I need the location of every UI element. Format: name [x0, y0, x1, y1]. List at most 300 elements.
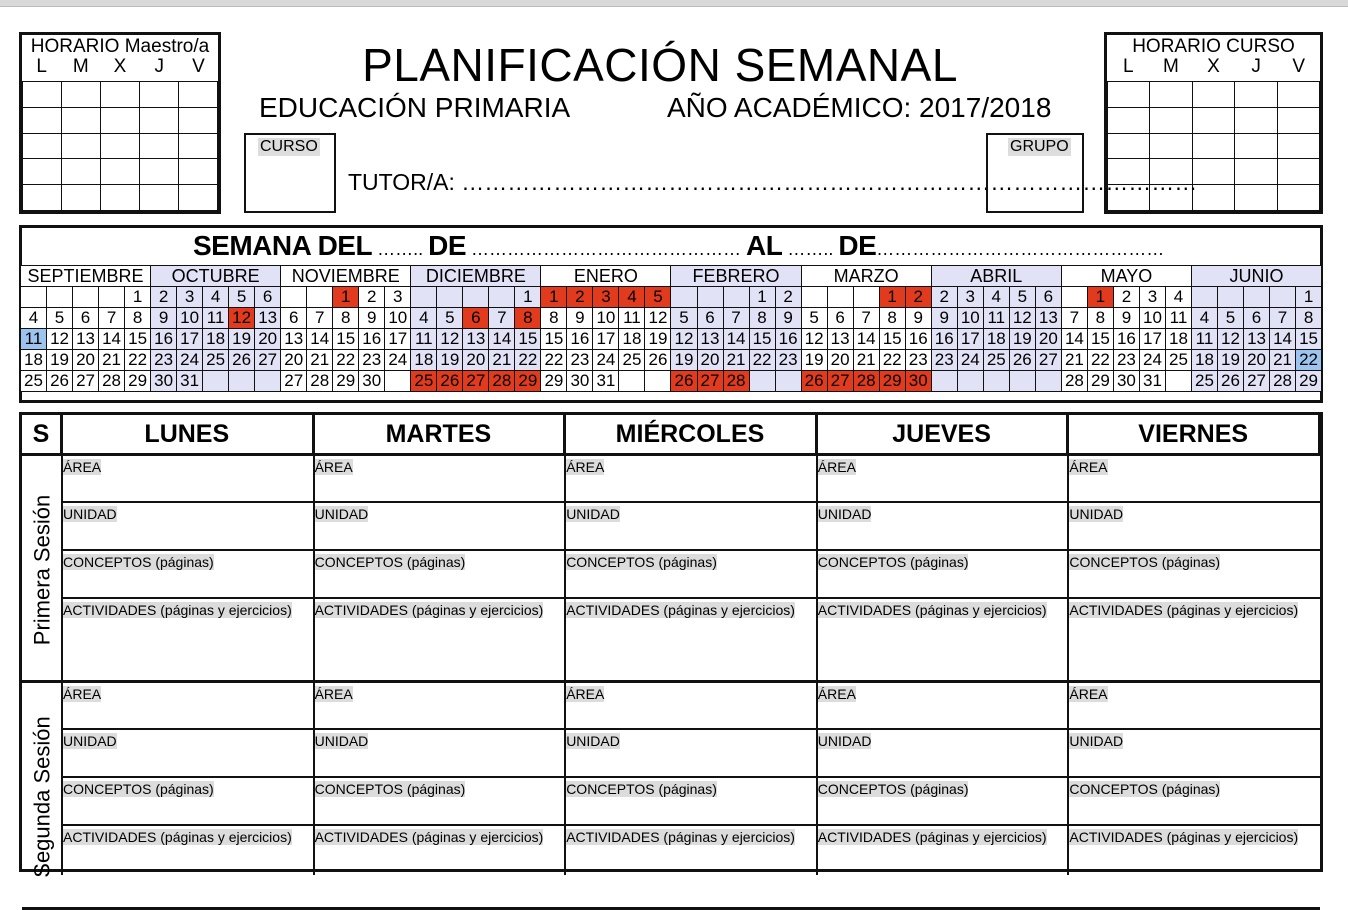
calendar-day: 6	[463, 308, 489, 329]
plan-input-cell[interactable]	[566, 551, 815, 597]
calendar-day: 9	[151, 308, 177, 329]
calendar-day: 30	[151, 371, 177, 392]
calendar-day: 24	[1139, 350, 1165, 371]
field-label-area: ÁREA	[314, 459, 353, 475]
calendar-day: 12	[801, 329, 827, 350]
plan-input-cell[interactable]	[818, 778, 1067, 824]
calendar-day	[99, 287, 125, 308]
calendar-day: 6	[697, 308, 723, 329]
day-letter: J	[154, 56, 164, 77]
day-letter: M	[72, 56, 89, 77]
schedule-cell[interactable]	[1235, 133, 1277, 159]
field-label-area: ÁREA	[314, 686, 353, 702]
calendar-day	[697, 287, 723, 308]
month-header: OCTUBRE	[151, 266, 281, 287]
schedule-cell[interactable]	[179, 82, 218, 108]
schedule-cell[interactable]	[23, 82, 62, 108]
schedule-cell[interactable]	[23, 185, 62, 211]
calendar-day: 28	[1061, 371, 1087, 392]
schedule-cell[interactable]	[1277, 82, 1319, 108]
calendar-day: 7	[723, 308, 749, 329]
calendar-day: 29	[515, 371, 541, 392]
plan-input-cell[interactable]	[315, 826, 564, 908]
calendar-day	[489, 287, 515, 308]
plan-input-cell[interactable]	[315, 683, 564, 728]
schedule-cell[interactable]	[1277, 107, 1319, 133]
calendar-day: 1	[333, 287, 359, 308]
calendar-day	[385, 371, 411, 392]
calendar-day: 25	[411, 371, 437, 392]
calendar-day: 8	[1296, 308, 1322, 329]
calendar-day: 9	[567, 308, 593, 329]
calendar-day: 19	[1218, 350, 1244, 371]
plan-input-cell[interactable]	[63, 683, 312, 728]
day-letter: M	[1162, 56, 1179, 77]
calendar-day: 21	[307, 350, 333, 371]
month-header: MARZO	[801, 266, 931, 287]
schedule-cell[interactable]	[23, 159, 62, 185]
calendar-day: 1	[125, 287, 151, 308]
plan-input-cell[interactable]	[1069, 683, 1318, 728]
calendar-day: 3	[177, 287, 203, 308]
plan-input-cell[interactable]	[63, 456, 312, 501]
week-label-de2: DE	[838, 230, 877, 261]
calendar-day: 13	[1244, 329, 1270, 350]
plan-input-cell[interactable]	[566, 456, 815, 501]
plan-input-cell[interactable]	[566, 683, 815, 728]
schedule-cell[interactable]	[101, 133, 140, 159]
calendar-day: 23	[567, 350, 593, 371]
weekly-plan-table	[19, 412, 1323, 878]
calendar-day: 5	[645, 287, 671, 308]
plan-input-cell[interactable]	[63, 730, 312, 776]
plan-input-cell[interactable]	[63, 503, 312, 549]
calendar-day: 22	[333, 350, 359, 371]
calendar-day	[619, 371, 645, 392]
plan-input-cell[interactable]	[818, 826, 1067, 908]
calendar-day: 29	[125, 371, 151, 392]
session-column-header: S	[22, 415, 62, 453]
calendar-day: 5	[437, 308, 463, 329]
calendar-day: 9	[359, 308, 385, 329]
plan-input-cell[interactable]	[818, 730, 1067, 776]
calendar-day: 17	[177, 329, 203, 350]
plan-input-cell[interactable]	[1069, 778, 1318, 824]
grupo-label: GRUPO	[1010, 138, 1069, 155]
course-schedule-title: HORARIO CURSO	[1132, 36, 1295, 57]
schedule-cell[interactable]	[1150, 133, 1192, 159]
month-header: FEBRERO	[671, 266, 801, 287]
plan-input-cell[interactable]	[1069, 599, 1318, 681]
page-title: PLANIFICACIÓN SEMANAL	[362, 39, 958, 91]
calendar-day: 15	[515, 329, 541, 350]
field-label-actividades: ACTIVIDADES (páginas y ejercicios)	[566, 602, 795, 618]
calendar-day	[1009, 371, 1035, 392]
calendar-day: 15	[541, 329, 567, 350]
schedule-cell[interactable]	[62, 185, 101, 211]
calendar-day: 14	[723, 329, 749, 350]
calendar-day: 22	[541, 350, 567, 371]
calendar-day: 20	[1244, 350, 1270, 371]
calendar-day: 5	[671, 308, 697, 329]
calendar-day: 16	[151, 329, 177, 350]
schedule-cell[interactable]	[23, 133, 62, 159]
calendar-day: 26	[671, 371, 697, 392]
calendar-day: 11	[411, 329, 437, 350]
calendar-day: 1	[541, 287, 567, 308]
calendar-day: 18	[1165, 329, 1191, 350]
schedule-cell[interactable]	[1192, 159, 1234, 185]
calendar-day: 23	[1113, 350, 1139, 371]
calendar-day	[73, 287, 99, 308]
calendar-day: 25	[1165, 350, 1191, 371]
calendar-day: 7	[307, 308, 333, 329]
plan-input-cell[interactable]	[315, 778, 564, 824]
calendar-day: 18	[983, 329, 1009, 350]
calendar-day: 6	[255, 287, 281, 308]
calendar-day: 28	[307, 371, 333, 392]
calendar-day: 3	[1139, 287, 1165, 308]
calendar-day: 15	[125, 329, 151, 350]
week-range-line[interactable]	[193, 230, 1164, 265]
field-label-conceptos: CONCEPTOS (páginas)	[1069, 554, 1221, 570]
calendar-day: 13	[1035, 308, 1061, 329]
schedule-cell[interactable]	[140, 133, 179, 159]
calendar-day: 4	[203, 287, 229, 308]
plan-input-cell[interactable]	[1069, 730, 1318, 776]
calendar-day: 10	[177, 308, 203, 329]
schedule-cell[interactable]	[62, 107, 101, 133]
field-label-conceptos: CONCEPTOS (páginas)	[817, 781, 969, 797]
calendar-day: 25	[983, 350, 1009, 371]
schedule-cell[interactable]	[62, 133, 101, 159]
week-label-al: AL	[746, 230, 783, 261]
field-label-unidad: UNIDAD	[314, 733, 369, 749]
teacher-schedule-grid[interactable]	[22, 81, 218, 211]
calendar-day	[827, 287, 853, 308]
field-label-conceptos: CONCEPTOS (páginas)	[1069, 781, 1221, 797]
schedule-cell[interactable]	[179, 159, 218, 185]
calendar-day: 9	[931, 308, 957, 329]
schedule-cell[interactable]	[1108, 133, 1150, 159]
plan-input-cell[interactable]	[315, 456, 564, 501]
schedule-cell[interactable]	[1108, 107, 1150, 133]
schedule-cell[interactable]	[1108, 82, 1150, 108]
plan-input-cell[interactable]	[63, 826, 312, 908]
calendar-day: 1	[1296, 287, 1322, 308]
calendar-day: 11	[619, 308, 645, 329]
calendar-day: 17	[957, 329, 983, 350]
plan-input-cell[interactable]	[818, 683, 1067, 728]
schedule-cell[interactable]	[1192, 133, 1234, 159]
calendar-day: 2	[567, 287, 593, 308]
calendar-day: 28	[489, 371, 515, 392]
calendar-day: 19	[671, 350, 697, 371]
calendar-day: 13	[827, 329, 853, 350]
plan-input-cell[interactable]	[818, 551, 1067, 597]
field-label-area: ÁREA	[63, 686, 102, 702]
plan-input-cell[interactable]	[63, 599, 312, 681]
calendar-day: 24	[177, 350, 203, 371]
calendar-day	[463, 287, 489, 308]
schedule-cell[interactable]	[1277, 185, 1319, 211]
field-label-area: ÁREA	[566, 686, 605, 702]
plan-input-cell[interactable]	[818, 599, 1067, 681]
schedule-cell[interactable]	[62, 159, 101, 185]
calendar-day: 11	[1165, 308, 1191, 329]
field-label-unidad: UNIDAD	[314, 506, 369, 522]
calendar-day: 29	[333, 371, 359, 392]
calendar-day: 7	[99, 308, 125, 329]
schedule-cell[interactable]	[1150, 82, 1192, 108]
school-year-calendar	[20, 265, 1322, 392]
dots: ………………………………………	[466, 239, 747, 259]
calendar-day: 15	[1087, 329, 1113, 350]
calendar-day: 22	[1296, 350, 1322, 371]
field-label-area: ÁREA	[817, 459, 856, 475]
calendar-day: 25	[203, 350, 229, 371]
plan-input-cell[interactable]	[566, 778, 815, 824]
calendar-day: 10	[1139, 308, 1165, 329]
calendar-day	[1191, 287, 1217, 308]
calendar-day: 10	[957, 308, 983, 329]
schedule-cell[interactable]	[1192, 107, 1234, 133]
calendar-day: 27	[1035, 350, 1061, 371]
field-label-unidad: UNIDAD	[566, 506, 620, 522]
schedule-cell[interactable]	[23, 107, 62, 133]
calendar-day: 8	[1087, 308, 1113, 329]
calendar-day	[203, 371, 229, 392]
plan-input-cell[interactable]	[1069, 456, 1318, 501]
calendar-day: 2	[905, 287, 931, 308]
day-letter: L	[1123, 56, 1134, 77]
schedule-cell[interactable]	[101, 185, 140, 211]
week-label-de: DE	[428, 230, 466, 261]
calendar-day: 26	[1218, 371, 1244, 392]
calendar-day: 27	[281, 371, 307, 392]
field-label-actividades: ACTIVIDADES (páginas y ejercicios)	[314, 602, 544, 618]
schedule-cell[interactable]	[140, 159, 179, 185]
calendar-day: 25	[21, 371, 47, 392]
plan-input-cell[interactable]	[566, 826, 815, 908]
calendar-day: 23	[931, 350, 957, 371]
plan-input-cell[interactable]	[315, 730, 564, 776]
plan-input-cell[interactable]	[1069, 551, 1318, 597]
grupo-field[interactable]	[986, 133, 1084, 213]
calendar-day: 15	[879, 329, 905, 350]
schedule-cell[interactable]	[1277, 159, 1319, 185]
field-label-unidad: UNIDAD	[63, 733, 117, 749]
plan-input-cell[interactable]	[315, 599, 564, 681]
page-top-edge	[0, 0, 1348, 7]
calendar-day: 31	[177, 371, 203, 392]
calendar-day: 7	[489, 308, 515, 329]
field-label-conceptos: CONCEPTOS (páginas)	[566, 781, 717, 797]
calendar-day: 7	[853, 308, 879, 329]
calendar-day: 27	[1244, 371, 1270, 392]
week-label-from: SEMANA DEL	[193, 230, 373, 261]
field-label-conceptos: CONCEPTOS (páginas)	[817, 554, 969, 570]
calendar-day	[1035, 371, 1061, 392]
schedule-cell[interactable]	[1235, 82, 1277, 108]
teacher-schedule-days	[22, 57, 218, 77]
schedule-cell[interactable]	[101, 107, 140, 133]
field-label-actividades: ACTIVIDADES (páginas y ejercicios)	[817, 829, 1047, 845]
calendar-day: 27	[463, 371, 489, 392]
calendar-day: 29	[879, 371, 905, 392]
calendar-day: 2	[775, 287, 801, 308]
month-header: DICIEMBRE	[411, 266, 541, 287]
field-label-conceptos: CONCEPTOS (páginas)	[314, 781, 466, 797]
field-label-actividades: ACTIVIDADES (páginas y ejercicios)	[63, 602, 292, 618]
calendar-day: 10	[593, 308, 619, 329]
schedule-cell[interactable]	[1235, 159, 1277, 185]
calendar-day: 19	[437, 350, 463, 371]
calendar-day: 26	[437, 371, 463, 392]
schedule-cell[interactable]	[1192, 185, 1234, 211]
calendar-day: 4	[1165, 287, 1191, 308]
calendar-day: 5	[229, 287, 255, 308]
schedule-cell[interactable]	[101, 82, 140, 108]
session-label: Segunda Sesión	[29, 715, 54, 878]
calendar-day: 30	[905, 371, 931, 392]
calendar-day: 29	[1296, 371, 1322, 392]
schedule-cell[interactable]	[1235, 185, 1277, 211]
calendar-day: 20	[697, 350, 723, 371]
month-header: JUNIO	[1191, 266, 1321, 287]
plan-input-cell[interactable]	[1069, 503, 1318, 549]
calendar-day: 1	[515, 287, 541, 308]
schedule-cell[interactable]	[1192, 82, 1234, 108]
course-schedule-days	[1107, 57, 1320, 77]
teacher-schedule-box	[19, 32, 221, 214]
calendar-day	[775, 371, 801, 392]
field-label-area: ÁREA	[566, 459, 605, 475]
calendar-day: 13	[255, 308, 281, 329]
field-label-actividades: ACTIVIDADES (páginas y ejercicios)	[1069, 602, 1299, 618]
schedule-cell[interactable]	[62, 82, 101, 108]
calendar-day: 28	[853, 371, 879, 392]
calendar-day: 8	[541, 308, 567, 329]
calendar-day: 12	[47, 329, 73, 350]
plan-input-cell[interactable]	[818, 503, 1067, 549]
plan-input-cell[interactable]	[566, 730, 815, 776]
calendar-day	[957, 371, 983, 392]
calendar-day: 21	[489, 350, 515, 371]
calendar-day: 25	[1191, 371, 1217, 392]
calendar-day: 12	[437, 329, 463, 350]
calendar-day: 4	[619, 287, 645, 308]
schedule-cell[interactable]	[140, 185, 179, 211]
field-label-area: ÁREA	[1069, 686, 1108, 702]
calendar-day: 5	[1009, 287, 1035, 308]
schedule-cell[interactable]	[179, 185, 218, 211]
calendar-day: 12	[1009, 308, 1035, 329]
calendar-day: 19	[645, 329, 671, 350]
calendar-day: 4	[983, 287, 1009, 308]
calendar-day: 24	[957, 350, 983, 371]
calendar-day: 2	[931, 287, 957, 308]
calendar-day: 12	[1218, 329, 1244, 350]
plan-input-cell[interactable]	[566, 503, 815, 549]
calendar-day	[1270, 287, 1296, 308]
calendar-day: 27	[697, 371, 723, 392]
calendar-day	[47, 287, 73, 308]
calendar-day: 31	[1139, 371, 1165, 392]
plan-input-cell[interactable]	[63, 778, 312, 824]
calendar-day: 2	[359, 287, 385, 308]
tutor-field[interactable]: TUTOR/A: ……………………………………………………………………………………	[348, 169, 1198, 195]
calendar-day: 3	[593, 287, 619, 308]
calendar-day: 6	[1035, 287, 1061, 308]
schedule-cell[interactable]	[1235, 107, 1277, 133]
calendar-day: 21	[99, 350, 125, 371]
schedule-cell[interactable]	[179, 107, 218, 133]
plan-input-cell[interactable]	[1069, 826, 1318, 908]
schedule-cell[interactable]	[1277, 133, 1319, 159]
calendar-day	[645, 371, 671, 392]
calendar-day: 8	[515, 308, 541, 329]
calendar-day: 2	[151, 287, 177, 308]
calendar-day: 16	[775, 329, 801, 350]
schedule-cell[interactable]	[140, 82, 179, 108]
calendar-day: 21	[853, 350, 879, 371]
education-level: EDUCACIÓN PRIMARIA	[259, 92, 571, 123]
plan-input-cell[interactable]	[818, 456, 1067, 501]
calendar-day: 19	[47, 350, 73, 371]
calendar-day: 14	[853, 329, 879, 350]
schedule-cell[interactable]	[179, 133, 218, 159]
field-label-actividades: ACTIVIDADES (páginas y ejercicios)	[63, 829, 292, 845]
calendar-day: 5	[47, 308, 73, 329]
field-label-unidad: UNIDAD	[817, 733, 872, 749]
dots: …………………………………………	[876, 239, 1165, 259]
curso-label: CURSO	[260, 138, 318, 155]
calendar-day: 13	[463, 329, 489, 350]
plan-input-cell[interactable]	[315, 503, 564, 549]
calendar-day: 15	[333, 329, 359, 350]
calendar-day	[281, 287, 307, 308]
calendar-day	[1165, 371, 1191, 392]
day-letter: L	[36, 56, 47, 77]
schedule-cell[interactable]	[1150, 107, 1192, 133]
calendar-day	[1244, 287, 1270, 308]
calendar-day: 5	[801, 308, 827, 329]
calendar-day: 28	[99, 371, 125, 392]
calendar-day: 7	[1270, 308, 1296, 329]
plan-input-cell[interactable]	[315, 551, 564, 597]
calendar-day	[255, 371, 281, 392]
calendar-day: 9	[775, 308, 801, 329]
schedule-cell[interactable]	[101, 159, 140, 185]
calendar-day: 8	[333, 308, 359, 329]
calendar-day: 6	[1244, 308, 1270, 329]
schedule-cell[interactable]	[140, 107, 179, 133]
plan-input-cell[interactable]	[566, 599, 815, 681]
day-letter: J	[1251, 56, 1261, 77]
calendar-day: 9	[1113, 308, 1139, 329]
calendar-day: 14	[307, 329, 333, 350]
calendar-day	[801, 287, 827, 308]
plan-input-cell[interactable]	[63, 551, 312, 597]
calendar-day: 6	[827, 308, 853, 329]
curso-field[interactable]	[244, 133, 336, 213]
calendar-day: 1	[749, 287, 775, 308]
calendar-day: 29	[541, 371, 567, 392]
dots: ……..	[372, 239, 429, 259]
calendar-day: 15	[1296, 329, 1322, 350]
month-header: MAYO	[1061, 266, 1191, 287]
